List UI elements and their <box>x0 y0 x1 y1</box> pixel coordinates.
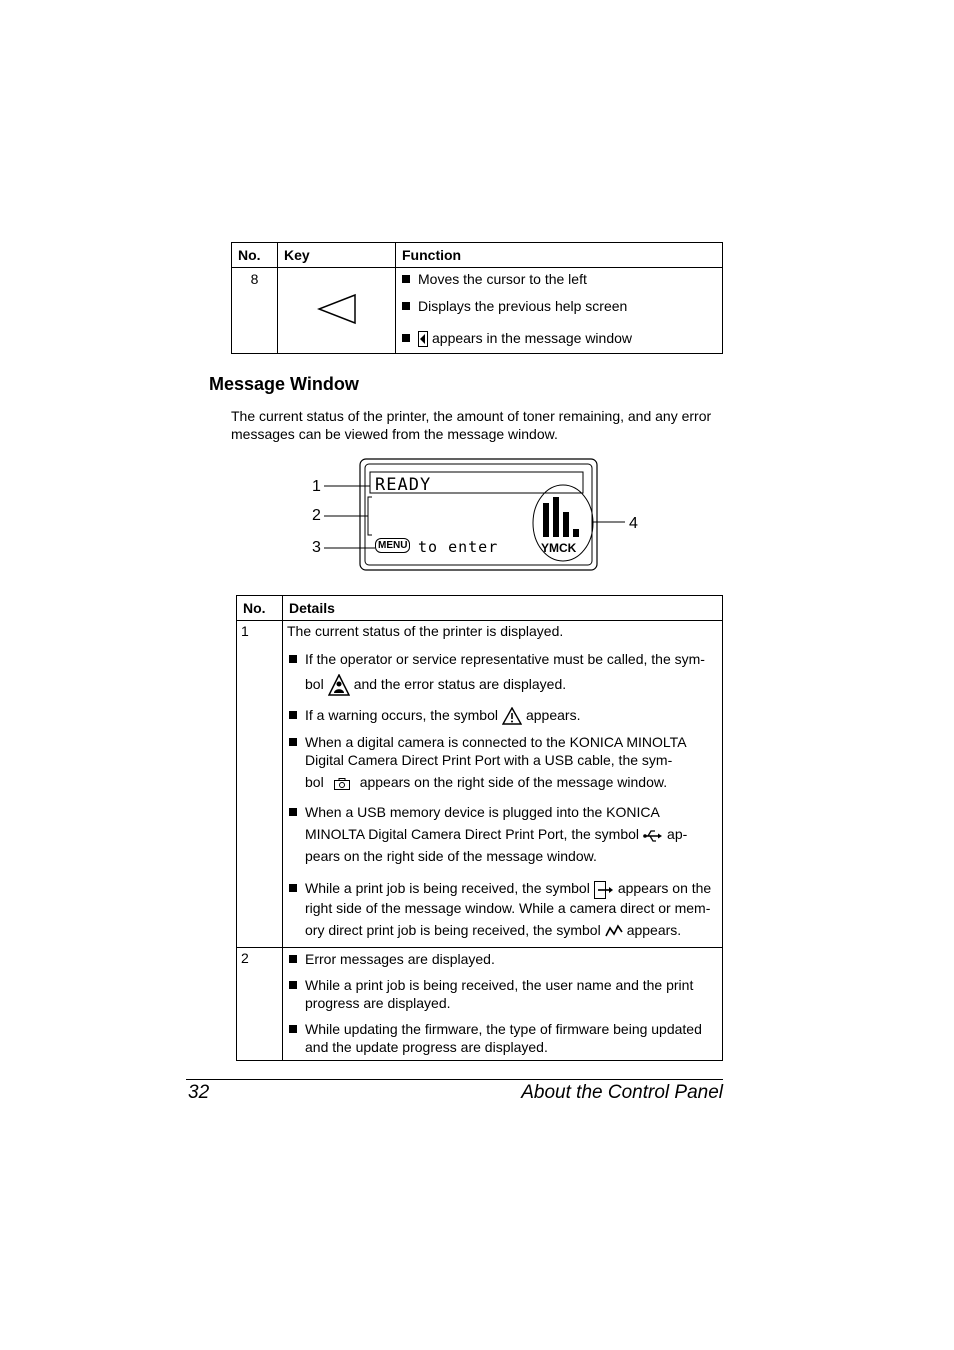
list-item: If a warning occurs, the symbol appears. <box>287 706 718 725</box>
list-item: When a USB memory device is plugged into the KONICA MINOLTA Digital Camera Direct Print Port, the symbol ap- pears on the right side of the message window. <box>287 803 718 865</box>
list-item: Error messages are displayed. <box>287 950 718 968</box>
table-row <box>237 947 723 1060</box>
table-header-row <box>237 596 723 621</box>
function-item: appears in the message window <box>400 329 716 347</box>
call-operator-icon <box>328 674 350 696</box>
toner-color-label: YMCK <box>541 541 577 555</box>
column-header-key: Key <box>278 243 396 268</box>
scroll-left-indicator-icon <box>418 331 428 347</box>
function-item: Moves the cursor to the left <box>400 270 716 288</box>
list-item: When a digital camera is connected to the KONICA MINOLTA Digital Camera Direct Print Port with a USB cable, the sym- bol appears on the right side of the message window. <box>287 733 718 795</box>
row-number: 8 <box>232 268 278 354</box>
function-cell <box>396 268 723 354</box>
section-intro: The current status of the printer, the amount of toner remaining, and any error messages can be viewed from the message window. <box>231 408 712 442</box>
details-cell <box>283 621 723 948</box>
lcd-status-text: READY <box>375 475 432 495</box>
menu-key-icon: MENU <box>375 538 410 553</box>
callout-2: 2 <box>312 507 321 524</box>
lcd-display-diagram <box>300 455 650 577</box>
details-intro: The current status of the printer is displayed. <box>287 623 564 639</box>
row-number: 2 <box>237 947 283 1060</box>
key-cell <box>278 268 396 354</box>
camera-icon <box>334 778 350 790</box>
list-item: If the operator or service representative must be called, the sym- bol and the error status are displayed. <box>287 650 718 700</box>
row-number: 1 <box>237 621 283 948</box>
list-item: While a print job is being received, the user name and the print progress are displayed. <box>287 976 718 1012</box>
callout-4: 4 <box>629 515 638 532</box>
column-header-function: Function <box>396 243 723 268</box>
details-cell <box>283 947 723 1060</box>
table-header-row <box>232 243 723 268</box>
list-item: While updating the firmware, the type of firmware being updated and the update progress are displayed. <box>287 1020 718 1056</box>
table-row <box>232 268 723 354</box>
lcd-prompt-text: to enter <box>418 538 499 556</box>
warning-icon <box>502 707 522 725</box>
callout-3: 3 <box>312 539 321 556</box>
list-item: While a print job is being received, the symbol appears on the right side of the message window. While a camera direct or mem- ory direct print job is being received, the symbol appears. <box>287 879 718 942</box>
column-header-no: No. <box>232 243 278 268</box>
details-table <box>236 595 723 1061</box>
chapter-title: About the Control Panel <box>521 1082 723 1103</box>
callout-1: 1 <box>312 478 321 495</box>
section-title: Message Window <box>209 374 359 394</box>
toner-level-bars <box>543 497 579 537</box>
print-job-receiving-icon <box>594 881 614 899</box>
message-window-figure <box>300 455 650 577</box>
table-row <box>237 621 723 948</box>
key-function-table <box>231 242 723 354</box>
direct-print-job-icon <box>605 924 623 938</box>
usb-memory-icon <box>643 829 663 843</box>
left-triangle-key-icon <box>317 293 357 325</box>
page-number: 32 <box>188 1082 210 1103</box>
column-header-no: No. <box>237 596 283 621</box>
function-item: Displays the previous help screen <box>400 297 716 315</box>
column-header-details: Details <box>283 596 723 621</box>
footer-rule <box>186 1079 723 1080</box>
